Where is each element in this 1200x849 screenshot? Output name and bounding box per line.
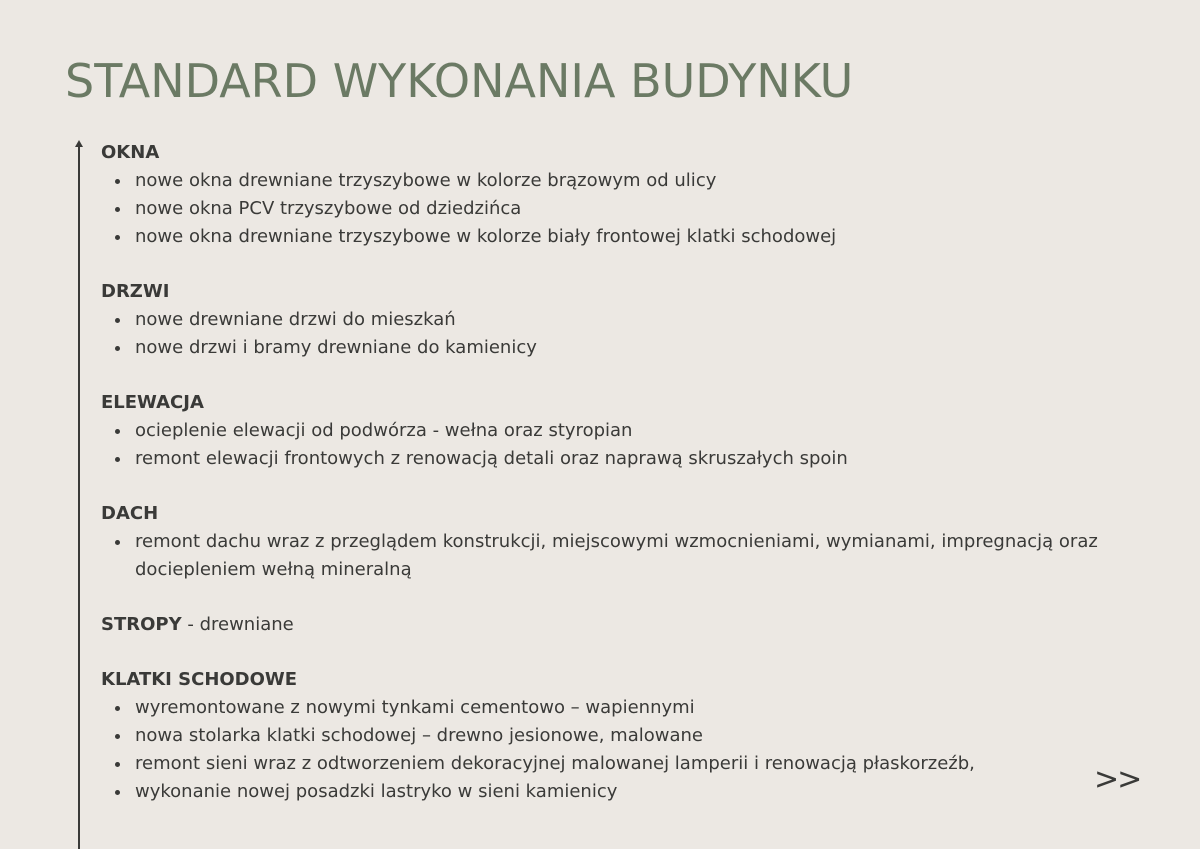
section-elewacja xyxy=(101,389,1141,473)
list-item: wykonanie nowej posadzki lastryko w sieni kamienicy xyxy=(135,778,1141,806)
list-item: ocieplenie elewacji od podwórza - wełna oraz styropian xyxy=(135,417,1141,445)
section-title: OKNA xyxy=(101,142,160,163)
section-klatki-schodowe xyxy=(101,666,1141,806)
arrow-up-icon xyxy=(75,140,83,147)
bullet-list xyxy=(101,417,1141,473)
content xyxy=(101,139,1141,833)
bullet-list xyxy=(101,528,1141,584)
section-title-label: STROPY xyxy=(101,614,182,635)
bullet-list xyxy=(101,694,1141,806)
section-okna xyxy=(101,139,1141,251)
section-drzwi xyxy=(101,278,1141,362)
page-title: STANDARD WYKONANIA BUDYNKU xyxy=(65,54,854,108)
section-title xyxy=(101,611,1141,639)
list-item: nowe okna drewniane trzyszybowe w kolorze biały frontowej klatki schodowej xyxy=(135,223,1141,251)
timeline-line xyxy=(78,146,80,849)
list-item: remont sieni wraz z odtworzeniem dekoracyjnej malowanej lamperii i renowacją płaskorzeźb, xyxy=(135,750,1141,778)
section-dach xyxy=(101,500,1141,584)
list-item: nowe okna drewniane trzyszybowe w kolorze brązowym od ulicy xyxy=(135,167,1141,195)
list-item: nowe drzwi i bramy drewniane do kamienicy xyxy=(135,334,1141,362)
next-page-button[interactable]: >> xyxy=(1094,762,1141,797)
section-title: ELEWACJA xyxy=(101,392,204,413)
section-stropy xyxy=(101,611,1141,639)
bullet-list xyxy=(101,167,1141,251)
list-item: nowe okna PCV trzyszybowe od dziedzińca xyxy=(135,195,1141,223)
section-title: KLATKI SCHODOWE xyxy=(101,669,298,690)
section-note: - drewniane xyxy=(181,614,294,635)
list-item: nowe drewniane drzwi do mieszkań xyxy=(135,306,1141,334)
list-item: wyremontowane z nowymi tynkami cementowo – wapiennymi xyxy=(135,694,1141,722)
section-title: DRZWI xyxy=(101,281,170,302)
list-item: remont dachu wraz z przeglądem konstrukcji, miejscowymi wzmocnieniami, wymianami, impregnacją oraz dociepleniem wełną mineralną xyxy=(135,528,1141,584)
list-item: nowa stolarka klatki schodowej – drewno jesionowe, malowane xyxy=(135,722,1141,750)
section-title: DACH xyxy=(101,503,159,524)
list-item: remont elewacji frontowych z renowacją detali oraz naprawą skruszałych spoin xyxy=(135,445,1141,473)
bullet-list xyxy=(101,306,1141,362)
